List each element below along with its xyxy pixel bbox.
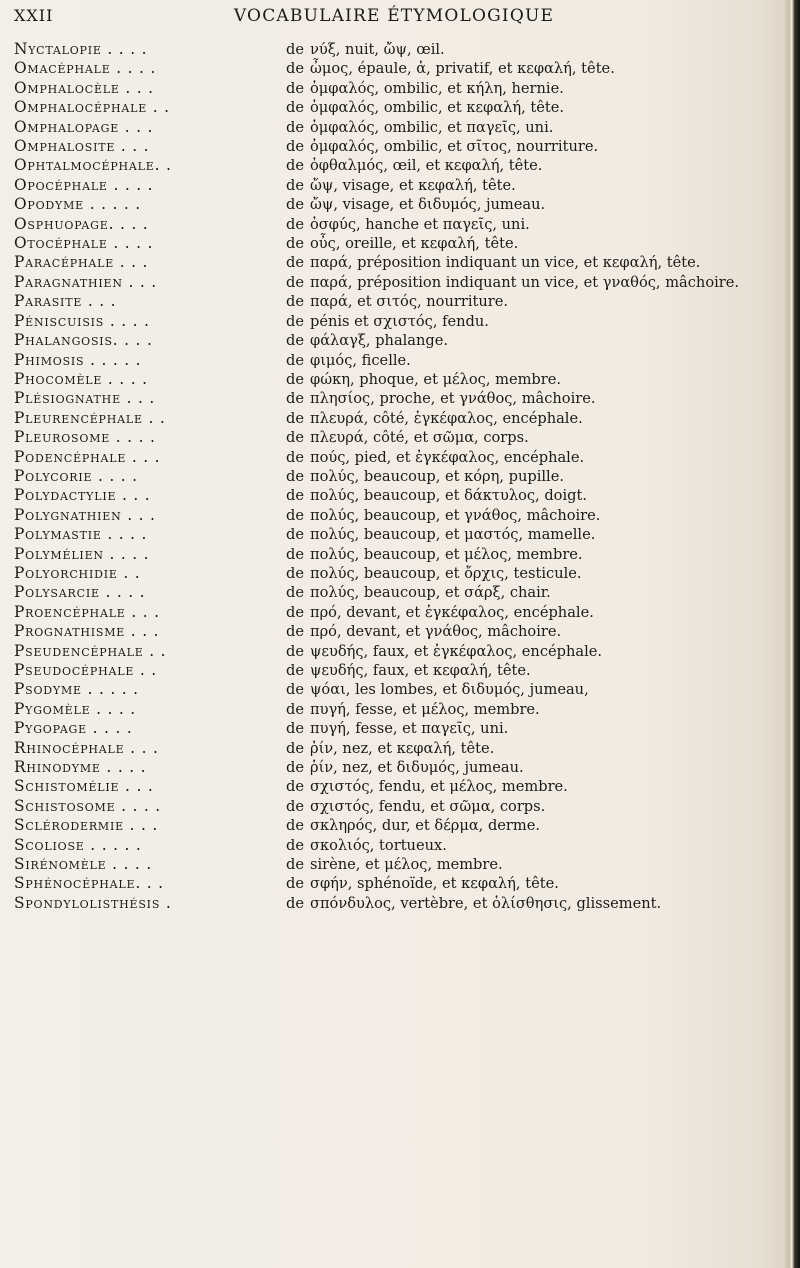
vocabulary-entry: [14, 603, 784, 622]
entry-de: de: [286, 545, 304, 563]
entry-definition-text: πολύς, beaucoup, et γνάθος, mâchoire.: [309, 506, 601, 524]
entry-etymology: [286, 874, 784, 893]
entry-definition-text: πλησίος, proche, et γνάθος, mâchoire.: [309, 390, 596, 408]
entry-etymology: [286, 273, 784, 292]
vocabulary-entry: [14, 448, 784, 467]
entry-term: Plésiognathe . . .: [14, 389, 156, 408]
vocabulary-entry: [14, 545, 784, 564]
entry-de: de: [286, 41, 304, 58]
entry-de: de: [286, 584, 304, 602]
entry-etymology: [286, 195, 784, 214]
vocabulary-entry: [14, 79, 784, 98]
entry-term: Polydactylie . . .: [14, 486, 151, 505]
vocabulary-entry: [14, 661, 784, 680]
entry-definition-text: οὖς, oreille, et κεφαλή, tête.: [309, 235, 519, 253]
entry-etymology: [286, 40, 784, 59]
vocabulary-entry: [14, 351, 784, 370]
entry-term: Omacéphale . . . .: [14, 59, 157, 78]
entry-definition-text: σχιστός, fendu, et μέλος, membre.: [309, 778, 568, 796]
vocabulary-entry: [14, 758, 784, 777]
entry-etymology: [286, 603, 784, 622]
entry-etymology: [286, 428, 784, 447]
entry-term: Omphalosite . . .: [14, 137, 150, 156]
entry-term: Péniscuisis . . . .: [14, 311, 150, 330]
entry-de: de: [286, 79, 304, 97]
entry-etymology: [286, 797, 784, 816]
entry-etymology: [286, 467, 784, 486]
entry-etymology: [286, 680, 784, 699]
entry-definition-text: σκολιός, tortueux.: [309, 836, 447, 854]
entry-definition-text: φάλαγξ, phalange.: [309, 332, 449, 350]
entry-de: de: [286, 390, 304, 408]
vocabulary-entry: [14, 331, 784, 350]
vocabulary-entry: [14, 273, 784, 292]
vocabulary-entry: [14, 680, 784, 699]
entry-etymology: [286, 156, 784, 175]
vocabulary-entry: [14, 176, 784, 195]
entry-etymology: [286, 777, 784, 796]
entry-de: de: [286, 138, 304, 156]
entry-term: Polyorchidie . .: [14, 563, 141, 582]
vocabulary-entry: [14, 292, 784, 311]
entry-de: de: [286, 817, 304, 835]
entry-term: Phalangosis. . . .: [14, 331, 153, 350]
entry-definition-text: ὦμος, épaule, ἀ, privatif, et κεφαλή, tête.: [309, 60, 615, 78]
vocabulary-entry: [14, 719, 784, 738]
vocabulary-entry: [14, 98, 784, 117]
entry-term: Psodyme . . . . .: [14, 680, 139, 699]
entry-de: de: [286, 235, 304, 253]
entry-definition-text: σφήν, sphénoïde, et κεφαλή, tête.: [309, 875, 559, 893]
vocabulary-entry: [14, 370, 784, 389]
entry-etymology: [286, 719, 784, 738]
entry-term: Opodyme . . . . .: [14, 195, 141, 214]
entry-de: de: [286, 564, 304, 582]
entry-etymology: [286, 661, 784, 680]
vocabulary-entry: [14, 59, 784, 78]
entry-de: de: [286, 196, 304, 214]
entry-definition-text: πυγή, fesse, et μέλος, membre.: [309, 700, 540, 718]
entry-de: de: [286, 448, 304, 466]
entry-etymology: [286, 486, 784, 505]
entry-de: de: [286, 176, 304, 194]
vocabulary-entry: [14, 622, 784, 641]
vocabulary-entry: [14, 777, 784, 796]
entry-definition-text: πολύς, beaucoup, et σάρξ, chair.: [309, 584, 551, 602]
entry-term: Omphalocèle . . .: [14, 78, 154, 97]
entry-term: Pygomèle . . . .: [14, 699, 136, 718]
entry-definition-text: νύξ, nuit, ὤψ, œil.: [309, 41, 445, 58]
entry-de: de: [286, 60, 304, 78]
entry-definition-text: ὀμφαλός, ombilic, et κεφαλή, tête.: [309, 99, 565, 117]
entry-definition-text: πολύς, beaucoup, et δάκτυλος, doigt.: [309, 487, 587, 505]
entry-de: de: [286, 273, 304, 291]
entry-definition-text: πούς, pied, et ἐγκέφαλος, encéphale.: [309, 448, 585, 466]
entry-term: Pleurosome . . . .: [14, 428, 156, 447]
entry-etymology: [286, 215, 784, 234]
vocabulary-entry: [14, 137, 784, 156]
entry-term: Pleurencéphale . .: [14, 408, 166, 427]
vocabulary-entry: [14, 156, 784, 175]
entry-etymology: [286, 331, 784, 350]
entry-term: Prognathisme . . .: [14, 622, 160, 641]
entry-etymology: [286, 545, 784, 564]
entry-etymology: [286, 583, 784, 602]
entry-definition-text: φιμός, ficelle.: [309, 351, 411, 369]
entry-de: de: [286, 681, 304, 699]
vocabulary-entry: [14, 40, 784, 59]
entry-definition-text: φώκη, phoque, et μέλος, membre.: [309, 370, 562, 388]
entry-de: de: [286, 856, 304, 874]
entry-definition-text: sirène, et μέλος, membre.: [309, 856, 503, 874]
entry-etymology: [286, 700, 784, 719]
entry-de: de: [286, 351, 304, 369]
entry-etymology: [286, 312, 784, 331]
entry-etymology: [286, 855, 784, 874]
entry-de: de: [286, 603, 304, 621]
entry-term: Paragnathien . . .: [14, 272, 157, 291]
vocabulary-entry: [14, 389, 784, 408]
entry-term: Sphénocéphale. . .: [14, 874, 164, 893]
entry-term: Omphalocéphale . .: [14, 98, 170, 117]
entry-etymology: [286, 564, 784, 583]
entry-de: de: [286, 739, 304, 757]
vocabulary-entry: [14, 486, 784, 505]
entry-etymology: [286, 234, 784, 253]
entry-term: Scoliose . . . . .: [14, 835, 142, 854]
entry-term: Omphalopage . . .: [14, 117, 154, 136]
entry-de: de: [286, 312, 304, 330]
entry-etymology: [286, 79, 784, 98]
entry-definition-text: παρά, préposition indiquant un vice, et γναθός, mâchoire.: [309, 273, 740, 291]
entry-term: Podencéphale . . .: [14, 447, 161, 466]
page-edge: [782, 0, 800, 1268]
entry-etymology: [286, 758, 784, 777]
entry-de: de: [286, 759, 304, 777]
entry-term: Polymastie . . . .: [14, 525, 148, 544]
entry-term: Polygnathien . . .: [14, 505, 156, 524]
entry-de: de: [286, 797, 304, 815]
vocabulary-entry: [14, 700, 784, 719]
entry-definition-text: ὀσφύς, hanche et παγεῖς, uni.: [309, 215, 530, 233]
entry-term: Sirénomèle . . . .: [14, 855, 153, 874]
entry-de: de: [286, 662, 304, 679]
entry-de: de: [286, 642, 304, 660]
vocabulary-entry: [14, 583, 784, 602]
entry-definition-text: ψευδής, faux, et ἐγκέφαλος, encéphale.: [309, 642, 603, 660]
entry-term: Osphuopage. . . .: [14, 214, 149, 233]
vocabulary-entry: [14, 855, 784, 874]
vocabulary-entry: [14, 506, 784, 525]
entry-definition-text: παρά, et σιτός, nourriture.: [309, 293, 508, 311]
running-title: VOCABULAIRE ÉTYMOLOGIQUE: [233, 6, 555, 26]
entry-term: Proencéphale . . .: [14, 602, 160, 621]
entry-definition-text: παρά, préposition indiquant un vice, et κεφαλή, tête.: [309, 254, 701, 272]
entry-etymology: [286, 816, 784, 835]
entry-definition-text: ὀφθαλμός, œil, et κεφαλή, tête.: [309, 157, 543, 175]
entry-de: de: [286, 875, 304, 893]
entry-etymology: [286, 176, 784, 195]
vocabulary-entry: [14, 118, 784, 137]
entry-definition-text: ῥίν, nez, et κεφαλή, tête.: [309, 739, 495, 757]
entry-definition-text: πρό, devant, et γνάθος, mâchoire.: [309, 623, 562, 641]
entry-definition-text: πλευρά, côté, et σῶμα, corps.: [309, 429, 529, 447]
entry-etymology: [286, 894, 784, 913]
entry-etymology: [286, 59, 784, 78]
entry-term: Rhinodyme . . . .: [14, 758, 147, 777]
entry-definition-text: πολύς, beaucoup, et μέλος, membre.: [309, 545, 583, 563]
vocabulary-entry: [14, 428, 784, 447]
entry-term: Phocomèle . . . .: [14, 369, 148, 388]
entry-etymology: [286, 292, 784, 311]
entry-de: de: [286, 778, 304, 796]
page-number: XXII: [14, 6, 54, 25]
entry-de: de: [286, 526, 304, 544]
entry-de: de: [286, 99, 304, 117]
entry-etymology: [286, 253, 784, 272]
vocabulary-entry: [14, 215, 784, 234]
entry-term: Otocéphale . . . .: [14, 234, 154, 253]
entry-de: de: [286, 836, 304, 854]
entry-term: Polycorie . . . .: [14, 466, 138, 485]
entry-definition-text: σκληρός, dur, et δέρμα, derme.: [309, 817, 541, 835]
entry-term: Schistosome . . . .: [14, 796, 161, 815]
entry-de: de: [286, 467, 304, 485]
vocabulary-entry: [14, 467, 784, 486]
entry-de: de: [286, 623, 304, 641]
entry-definition-text: πολύς, beaucoup, et ὄρχις, testicule.: [309, 564, 582, 582]
entry-definition-text: πυγή, fesse, et παγεῖς, uni.: [309, 720, 509, 738]
vocabulary-entry: [14, 874, 784, 893]
entry-de: de: [286, 254, 304, 272]
entry-term: Ophtalmocéphale. .: [14, 156, 172, 175]
entry-etymology: [286, 409, 784, 428]
entry-term: Polymélien . . . .: [14, 544, 150, 563]
entry-term: Rhinocéphale . . .: [14, 738, 159, 757]
entry-de: de: [286, 293, 304, 311]
entry-etymology: [286, 836, 784, 855]
entry-definition-text: ῥίν, nez, et διδυμός, jumeau.: [309, 759, 524, 777]
entry-definition-text: σπόνδυλος, vertèbre, et ὀλίσθησις, glissement.: [309, 894, 662, 912]
vocabulary-entry: [14, 195, 784, 214]
entry-definition-text: ὀμφαλός, ombilic, et παγεῖς, uni.: [309, 118, 554, 136]
vocabulary-entry: [14, 894, 784, 913]
entry-de: de: [286, 429, 304, 447]
entry-definition-text: ψευδής, faux, et κεφαλή, tête.: [309, 662, 531, 679]
entry-definition-text: σχιστός, fendu, et σῶμα, corps.: [309, 797, 546, 815]
entry-etymology: [286, 137, 784, 156]
entry-definition-text: πρό, devant, et ἐγκέφαλος, encéphale.: [309, 603, 594, 621]
entry-etymology: [286, 525, 784, 544]
entry-definition-text: ὀμφαλός, ombilic, et σῖτος, nourriture.: [309, 138, 599, 156]
entry-term: Nyctalopie . . . .: [14, 40, 148, 58]
vocabulary-entry: [14, 797, 784, 816]
entry-etymology: [286, 448, 784, 467]
entry-definition-text: ψόαι, les lombes, et διδυμός, jumeau,: [309, 681, 589, 699]
entry-term: Parasite . . .: [14, 292, 117, 311]
entry-etymology: [286, 389, 784, 408]
vocabulary-entry: [14, 816, 784, 835]
vocabulary-entry: [14, 564, 784, 583]
vocabulary-entry: [14, 312, 784, 331]
vocabulary-entry: [14, 234, 784, 253]
entry-de: de: [286, 506, 304, 524]
entry-term: Opocéphale . . . .: [14, 175, 154, 194]
vocabulary-entry: [14, 253, 784, 272]
entry-etymology: [286, 98, 784, 117]
entry-definition-text: πολύς, beaucoup, et μαστός, mamelle.: [309, 526, 596, 544]
entry-term: Paracéphale . . .: [14, 253, 149, 272]
entry-etymology: [286, 370, 784, 389]
entry-de: de: [286, 157, 304, 175]
entry-term: Pygopage . . . .: [14, 719, 133, 738]
entry-etymology: [286, 739, 784, 758]
entry-de: de: [286, 409, 304, 427]
entry-term: Phimosis . . . . .: [14, 350, 142, 369]
vocabulary-entry: [14, 525, 784, 544]
page-header: [14, 6, 774, 36]
vocabulary-entry: [14, 739, 784, 758]
entry-term: Sclérodermie . . .: [14, 816, 159, 835]
vocabulary-entry: [14, 836, 784, 855]
entry-etymology: [286, 642, 784, 661]
entry-definition-text: ὤψ, visage, et κεφαλή, tête.: [309, 176, 516, 194]
entry-definition-text: ὤψ, visage, et διδυμός, jumeau.: [309, 196, 546, 214]
entry-etymology: [286, 351, 784, 370]
vocabulary-list: [14, 40, 784, 913]
entry-de: de: [286, 370, 304, 388]
vocabulary-entry: [14, 642, 784, 661]
entry-etymology: [286, 622, 784, 641]
entry-de: de: [286, 720, 304, 738]
entry-definition-text: πολύς, beaucoup, et κόρη, pupille.: [309, 467, 564, 485]
entry-de: de: [286, 118, 304, 136]
entry-term: Polysarcie . . . .: [14, 583, 146, 602]
entry-de: de: [286, 332, 304, 350]
entry-etymology: [286, 506, 784, 525]
entry-de: de: [286, 215, 304, 233]
vocabulary-entry: [14, 409, 784, 428]
entry-de: de: [286, 700, 304, 718]
entry-term: Spondylolisthésis .: [14, 893, 172, 912]
entry-definition-text: pénis et σχιστός, fendu.: [309, 312, 489, 330]
entry-definition-text: πλευρά, côté, ἐγκέφαλος, encéphale.: [309, 409, 583, 427]
entry-term: Schistomélie . . .: [14, 777, 154, 796]
entry-de: de: [286, 894, 304, 912]
entry-term: Pseudencéphale . .: [14, 641, 167, 660]
entry-definition-text: ὀμφαλός, ombilic, et κήλη, hernie.: [309, 79, 564, 97]
entry-de: de: [286, 487, 304, 505]
entry-etymology: [286, 118, 784, 137]
entry-term: Pseudocéphale . .: [14, 661, 157, 679]
